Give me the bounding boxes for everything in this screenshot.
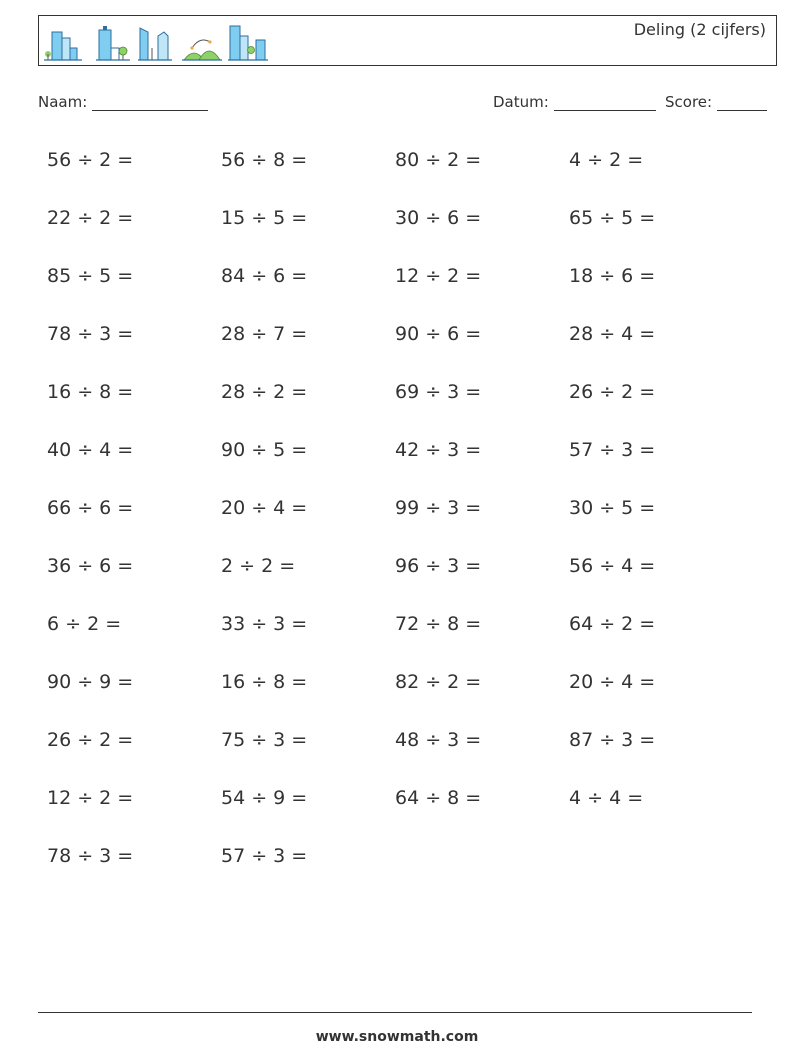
problem-item: 36 ÷ 6 = xyxy=(47,555,134,577)
date-blank[interactable] xyxy=(554,94,656,111)
problem-item: 20 ÷ 4 = xyxy=(221,497,308,519)
city-illustration xyxy=(44,22,274,62)
problem-item: 30 ÷ 5 = xyxy=(569,497,656,519)
problem-item: 33 ÷ 3 = xyxy=(221,613,308,635)
problem-item: 20 ÷ 4 = xyxy=(569,671,656,693)
score-blank[interactable] xyxy=(717,94,767,111)
problem-item: 69 ÷ 3 = xyxy=(395,381,482,403)
problem-item: 18 ÷ 6 = xyxy=(569,265,656,287)
score-label: Score: xyxy=(665,93,713,111)
problem-item: 22 ÷ 2 = xyxy=(47,207,134,229)
problem-item: 66 ÷ 6 = xyxy=(47,497,134,519)
header-box xyxy=(38,15,777,66)
problem-item: 6 ÷ 2 = xyxy=(47,613,122,635)
header-icons xyxy=(44,22,274,62)
problem-item: 16 ÷ 8 = xyxy=(221,671,308,693)
footer-website: www.snowmath.com xyxy=(315,1029,479,1045)
problem-item: 15 ÷ 5 = xyxy=(221,207,308,229)
problem-item: 80 ÷ 2 = xyxy=(395,149,482,171)
name-label: Naam: xyxy=(38,93,88,111)
problem-item: 12 ÷ 2 = xyxy=(395,265,482,287)
date-label: Datum: xyxy=(493,93,549,111)
problem-item: 72 ÷ 8 = xyxy=(395,613,482,635)
problem-item: 40 ÷ 4 = xyxy=(47,439,134,461)
problem-item: 64 ÷ 8 = xyxy=(395,787,482,809)
problem-item: 85 ÷ 5 = xyxy=(47,265,134,287)
problem-item: 64 ÷ 2 = xyxy=(569,613,656,635)
name-field xyxy=(38,93,208,111)
problem-item: 57 ÷ 3 = xyxy=(569,439,656,461)
date-field xyxy=(493,93,656,111)
problem-item: 90 ÷ 9 = xyxy=(47,671,134,693)
problem-item: 2 ÷ 2 = xyxy=(221,555,296,577)
problem-item: 57 ÷ 3 = xyxy=(221,845,308,867)
problem-item: 56 ÷ 2 = xyxy=(47,149,134,171)
problem-item: 4 ÷ 2 = xyxy=(569,149,644,171)
problem-item: 4 ÷ 4 = xyxy=(569,787,644,809)
office-tower-icon xyxy=(96,26,130,60)
score-field xyxy=(665,93,767,111)
problem-item: 54 ÷ 9 = xyxy=(221,787,308,809)
problem-item: 28 ÷ 7 = xyxy=(221,323,308,345)
problem-item: 99 ÷ 3 = xyxy=(395,497,482,519)
problem-item: 87 ÷ 3 = xyxy=(569,729,656,751)
problem-item: 28 ÷ 4 = xyxy=(569,323,656,345)
problem-item: 75 ÷ 3 = xyxy=(221,729,308,751)
problem-item: 82 ÷ 2 = xyxy=(395,671,482,693)
problem-item: 78 ÷ 3 = xyxy=(47,323,134,345)
problem-item: 90 ÷ 5 = xyxy=(221,439,308,461)
problem-item: 28 ÷ 2 = xyxy=(221,381,308,403)
problem-item: 12 ÷ 2 = xyxy=(47,787,134,809)
name-blank[interactable] xyxy=(92,94,208,111)
problem-item: 96 ÷ 3 = xyxy=(395,555,482,577)
problem-item: 48 ÷ 3 = xyxy=(395,729,482,751)
problem-item: 26 ÷ 2 = xyxy=(47,729,134,751)
problem-item: 56 ÷ 4 = xyxy=(569,555,656,577)
park-hills-icon xyxy=(182,40,222,60)
problem-item: 26 ÷ 2 = xyxy=(569,381,656,403)
problem-item: 65 ÷ 5 = xyxy=(569,207,656,229)
city-buildings-icon xyxy=(44,32,82,60)
problem-item: 30 ÷ 6 = xyxy=(395,207,482,229)
problem-item: 84 ÷ 6 = xyxy=(221,265,308,287)
skyscrapers-icon xyxy=(138,28,172,60)
problem-item: 56 ÷ 8 = xyxy=(221,149,308,171)
problem-item: 42 ÷ 3 = xyxy=(395,439,482,461)
worksheet-title: Deling (2 cijfers) xyxy=(633,20,766,39)
problem-item: 78 ÷ 3 = xyxy=(47,845,134,867)
footer-divider xyxy=(38,1012,752,1013)
problem-item: 16 ÷ 8 = xyxy=(47,381,134,403)
problem-item: 90 ÷ 6 = xyxy=(395,323,482,345)
city-skyline-icon xyxy=(228,26,268,60)
